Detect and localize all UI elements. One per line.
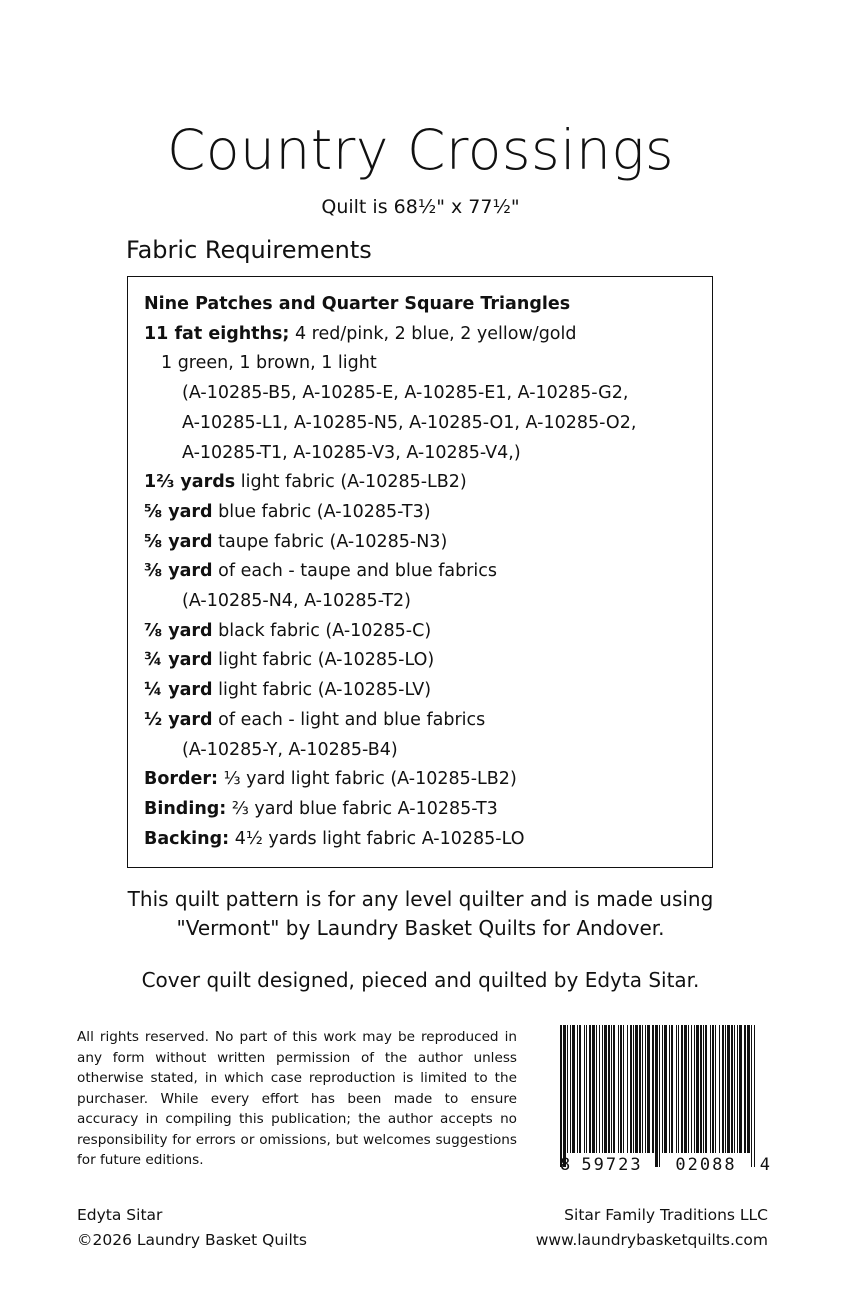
requirement-detail: of each - taupe and blue fabrics bbox=[212, 561, 498, 582]
barcode-bar bbox=[608, 1025, 610, 1153]
requirement-line bbox=[144, 706, 704, 736]
requirement-detail: (A-10285-B5, A-10285-E, A-10285-E1, A-10285-G2, bbox=[182, 383, 629, 404]
requirement-quantity: ⅞ yard bbox=[144, 620, 213, 641]
barcode-bar bbox=[696, 1025, 699, 1153]
requirement-line bbox=[144, 646, 704, 676]
barcode-bar bbox=[602, 1025, 603, 1153]
barcode-bar bbox=[563, 1025, 566, 1167]
requirement-detail: 4½ yards light fabric A-10285-LO bbox=[229, 828, 525, 849]
requirement-quantity: Binding: bbox=[144, 798, 227, 819]
barcode-bar bbox=[579, 1025, 581, 1153]
pattern-description bbox=[0, 885, 841, 943]
barcode-digits: 8 bbox=[560, 1155, 573, 1173]
requirement-quantity: ¾ yard bbox=[144, 650, 213, 671]
footer-right bbox=[536, 1203, 768, 1253]
barcode-bar bbox=[611, 1025, 612, 1153]
barcode-bar bbox=[567, 1025, 568, 1153]
requirement-quantity: ¼ yard bbox=[144, 680, 213, 701]
barcode-bar bbox=[630, 1025, 632, 1153]
barcode-bar bbox=[688, 1025, 689, 1153]
requirement-line bbox=[144, 736, 704, 766]
barcode-bar bbox=[642, 1025, 643, 1153]
barcode-bar bbox=[586, 1025, 587, 1153]
barcode-bar bbox=[737, 1025, 738, 1153]
requirement-quantity: Nine Patches and Quarter Square Triangles bbox=[144, 294, 571, 314]
requirement-line bbox=[144, 617, 704, 647]
barcode-bar bbox=[577, 1025, 578, 1153]
requirement-quantity: ⅝ yard bbox=[144, 531, 213, 552]
barcode-bar bbox=[662, 1025, 663, 1153]
barcode-bar bbox=[751, 1025, 752, 1167]
barcode-bar bbox=[754, 1025, 755, 1167]
requirement-line bbox=[144, 349, 704, 379]
barcode-bar bbox=[604, 1025, 607, 1153]
quilt-credit: Cover quilt designed, pieced and quilted by Edyta Sitar. bbox=[141, 968, 700, 992]
barcode-bar bbox=[584, 1025, 585, 1153]
requirement-quantity: 11 fat eighths; bbox=[144, 323, 290, 344]
barcode-bar bbox=[712, 1025, 714, 1153]
barcode-bar bbox=[599, 1025, 600, 1153]
requirement-line bbox=[144, 528, 704, 558]
requirement-line bbox=[144, 825, 704, 855]
requirement-detail: 4 red/pink, 2 blue, 2 yellow/gold bbox=[289, 323, 577, 344]
requirement-detail: of each - light and blue fabrics bbox=[212, 709, 486, 730]
barcode-bars bbox=[560, 1025, 772, 1173]
requirement-detail: black fabric (A-10285-C) bbox=[212, 620, 432, 641]
barcode-bar bbox=[725, 1025, 726, 1153]
barcode-bar bbox=[627, 1025, 628, 1153]
barcode-bar bbox=[676, 1025, 677, 1153]
barcode-bar bbox=[747, 1025, 750, 1153]
requirement-detail: light fabric (A-10285-LO) bbox=[212, 650, 435, 671]
requirement-quantity: ½ yard bbox=[144, 709, 213, 730]
barcode-bar bbox=[659, 1025, 660, 1167]
barcode-bar bbox=[715, 1025, 716, 1153]
requirement-line bbox=[144, 290, 704, 320]
barcode-bar bbox=[623, 1025, 624, 1153]
requirement-line bbox=[144, 557, 704, 587]
barcode-digits: 4 bbox=[759, 1155, 772, 1173]
barcode-bar bbox=[703, 1025, 704, 1153]
barcode-bar bbox=[592, 1025, 595, 1153]
requirement-quantity: ⅜ yard bbox=[144, 561, 213, 582]
description-line: "Vermont" by Laundry Basket Quilts for Andover. bbox=[176, 916, 665, 940]
barcode-bar bbox=[684, 1025, 687, 1153]
requirement-detail: 1 green, 1 brown, 1 light bbox=[161, 353, 377, 374]
requirement-line bbox=[144, 379, 704, 409]
barcode-bar bbox=[655, 1025, 658, 1167]
barcode-bar bbox=[705, 1025, 707, 1153]
footer-author: Edyta Sitar bbox=[77, 1206, 163, 1224]
barcode-bar bbox=[669, 1025, 670, 1153]
barcode-bar bbox=[710, 1025, 711, 1153]
requirement-quantity: 1⅔ yards bbox=[144, 472, 236, 493]
requirement-detail: A-10285-L1, A-10285-N5, A-10285-O1, A-10285-O2, bbox=[182, 412, 637, 433]
footer-copyright: ©2026 Laundry Basket Quilts bbox=[77, 1231, 307, 1249]
barcode-bar bbox=[613, 1025, 615, 1153]
requirement-line bbox=[144, 320, 704, 350]
barcode-bar bbox=[645, 1025, 646, 1153]
quilt-size: Quilt is 68½" x 77½" bbox=[321, 196, 520, 218]
barcode-bar bbox=[652, 1025, 654, 1153]
requirement-detail: ⅓ yard light fabric (A-10285-LB2) bbox=[218, 769, 517, 790]
barcode-bar bbox=[635, 1025, 638, 1153]
requirement-quantity: Border: bbox=[144, 769, 219, 790]
requirement-detail: light fabric (A-10285-LB2) bbox=[235, 472, 467, 493]
fabric-requirements-list bbox=[144, 290, 704, 854]
barcode-bar bbox=[639, 1025, 641, 1153]
barcode-digits: 59723 bbox=[581, 1155, 643, 1173]
barcode-digits: 02088 bbox=[675, 1155, 737, 1173]
requirement-line bbox=[144, 676, 704, 706]
barcode-bar bbox=[744, 1025, 746, 1153]
footer-website: www.laundrybasketquilts.com bbox=[535, 1231, 768, 1249]
requirement-line bbox=[144, 765, 704, 795]
requirement-detail: light fabric (A-10285-LV) bbox=[212, 680, 432, 701]
fabric-requirements-heading: Fabric Requirements bbox=[126, 236, 372, 264]
requirement-detail: (A-10285-Y, A-10285-B4) bbox=[182, 739, 398, 760]
barcode-bar bbox=[570, 1025, 571, 1153]
barcode-bar bbox=[572, 1025, 575, 1153]
requirement-line bbox=[144, 498, 704, 528]
barcode-bar bbox=[739, 1025, 742, 1153]
barcode bbox=[560, 1025, 772, 1173]
requirement-detail: blue fabric (A-10285-T3) bbox=[212, 501, 431, 522]
barcode-bar bbox=[560, 1025, 562, 1167]
description-line: This quilt pattern is for any level quilter and is made using bbox=[127, 887, 714, 911]
barcode-bar bbox=[620, 1025, 622, 1153]
requirement-quantity: ⅝ yard bbox=[144, 501, 213, 522]
requirement-detail: (A-10285-N4, A-10285-T2) bbox=[182, 591, 411, 612]
footer-company: Sitar Family Traditions LLC bbox=[564, 1206, 768, 1224]
requirement-line bbox=[144, 795, 704, 825]
barcode-bar bbox=[719, 1025, 720, 1153]
barcode-bar bbox=[700, 1025, 702, 1153]
requirement-line bbox=[144, 468, 704, 498]
barcode-bar bbox=[734, 1025, 735, 1153]
requirement-line bbox=[144, 409, 704, 439]
barcode-bar bbox=[681, 1025, 683, 1153]
requirement-detail: ⅔ yard blue fabric A-10285-T3 bbox=[226, 798, 498, 819]
requirement-detail: A-10285-T1, A-10285-V3, A-10285-V4,) bbox=[182, 442, 521, 463]
barcode-bar bbox=[678, 1025, 679, 1153]
barcode-bar bbox=[691, 1025, 692, 1153]
barcode-bar bbox=[671, 1025, 673, 1153]
pattern-title: Country Crossings bbox=[166, 118, 675, 182]
requirement-line bbox=[144, 587, 704, 617]
barcode-bar bbox=[589, 1025, 591, 1153]
barcode-bar bbox=[618, 1025, 619, 1153]
requirement-detail: taupe fabric (A-10285-N3) bbox=[212, 531, 448, 552]
requirement-line bbox=[144, 439, 704, 469]
barcode-bar bbox=[647, 1025, 650, 1153]
footer-left bbox=[77, 1203, 307, 1253]
barcode-bar bbox=[694, 1025, 695, 1153]
barcode-bar bbox=[731, 1025, 733, 1153]
barcode-bar bbox=[722, 1025, 724, 1153]
barcode-bar bbox=[727, 1025, 730, 1153]
barcode-bar bbox=[664, 1025, 667, 1153]
barcode-bar bbox=[633, 1025, 634, 1153]
requirement-quantity: Backing: bbox=[144, 828, 230, 849]
rights-notice: All rights reserved. No part of this work may be reproduced in any form without written permission of the author unless otherwise stated, in which case reproduction is limited to the purchaser. While every effort has been made to ensure accuracy in compiling this publication; the author accepts no responsibility for errors or omissions, but welcomes suggestions for future editions. bbox=[77, 1029, 517, 1168]
barcode-bar bbox=[596, 1025, 597, 1153]
